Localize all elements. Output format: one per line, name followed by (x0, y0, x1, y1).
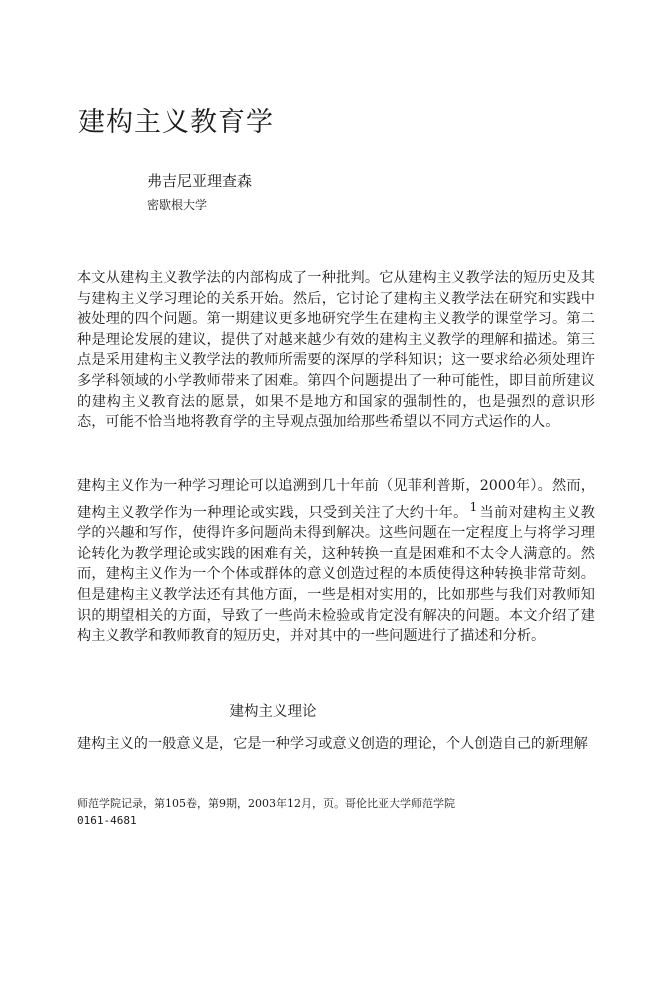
author-affiliation: 密歇根大学 (147, 198, 208, 212)
intro-text-after-note: 当前对建构主义教学的兴趣和写作，使得许多问题尚未得到解决。这些问题在一定程度上与将学习理论转化为教学理论或实践的困难有关，这种转换一直是困难和不太令人满意的。然而，建构主义作为一个个体或群体的意义创造过程的本质使得这种转换非常苛刻。但是建构主义教学法还有其他方面，一些是相对实用的，比如那些与我们对教师知识的期望相关的方面，导致了一些尚未检验或肯定没有解决的问题。本文介绍了建构主义教学和教师教育的短历史，并对其中的一些问题进行了描述和分析。 (77, 504, 595, 645)
footnote-marker[interactable]: 1 (469, 499, 478, 514)
abstract-paragraph: 本文从建构主义教学法的内部构成了一种批判。它从建构主义教学法的短历史及其与建构主义学习理论的关系开始。然后，它讨论了建构主义教学法在研究和实践中被处理的四个问题。第一期建议更多地研究学生在建构主义教学的课堂学习。第二种是理论发展的建议，提供了对越来越少有效的建构主义教学的理解和描述。第三点是采用建构主义教学法的教师所需要的深厚的学科知识；这一要求给必须处理许多学科领域的小学教师带来了困难。第四个问题提出了一种可能性，即目前所建议的建构主义教育法的愿景，如果不是地方和国家的强制性的，也是强烈的意识形态，可能不恰当地将教育学的主导观点强加给那些希望以不同方式运作的人。 (77, 270, 595, 431)
paper-title: 建构主义教育学 (78, 107, 274, 138)
section-heading: 建构主义理论 (229, 704, 317, 720)
intro-paragraph (77, 476, 595, 647)
journal-footnote (77, 795, 455, 829)
section-body-paragraph: 建构主义的一般意义是，它是一种学习或意义创造的理论，个人创造自己的新理解 (77, 736, 588, 752)
journal-issn: 0161-4681 (77, 814, 137, 827)
journal-citation: 师范学院记录，第105卷，第9期，2003年12月，页。哥伦比亚大学师范学院 (77, 797, 455, 810)
author-name: 弗吉尼亚理查森 (147, 172, 253, 190)
intro-text-before-note: 建构主义作为一种学习理论可以追溯到几十年前（见菲利普斯，2000年）。然而，建构主义教学作为一种理论或实践，只受到关注了大约十年。 (77, 478, 595, 521)
